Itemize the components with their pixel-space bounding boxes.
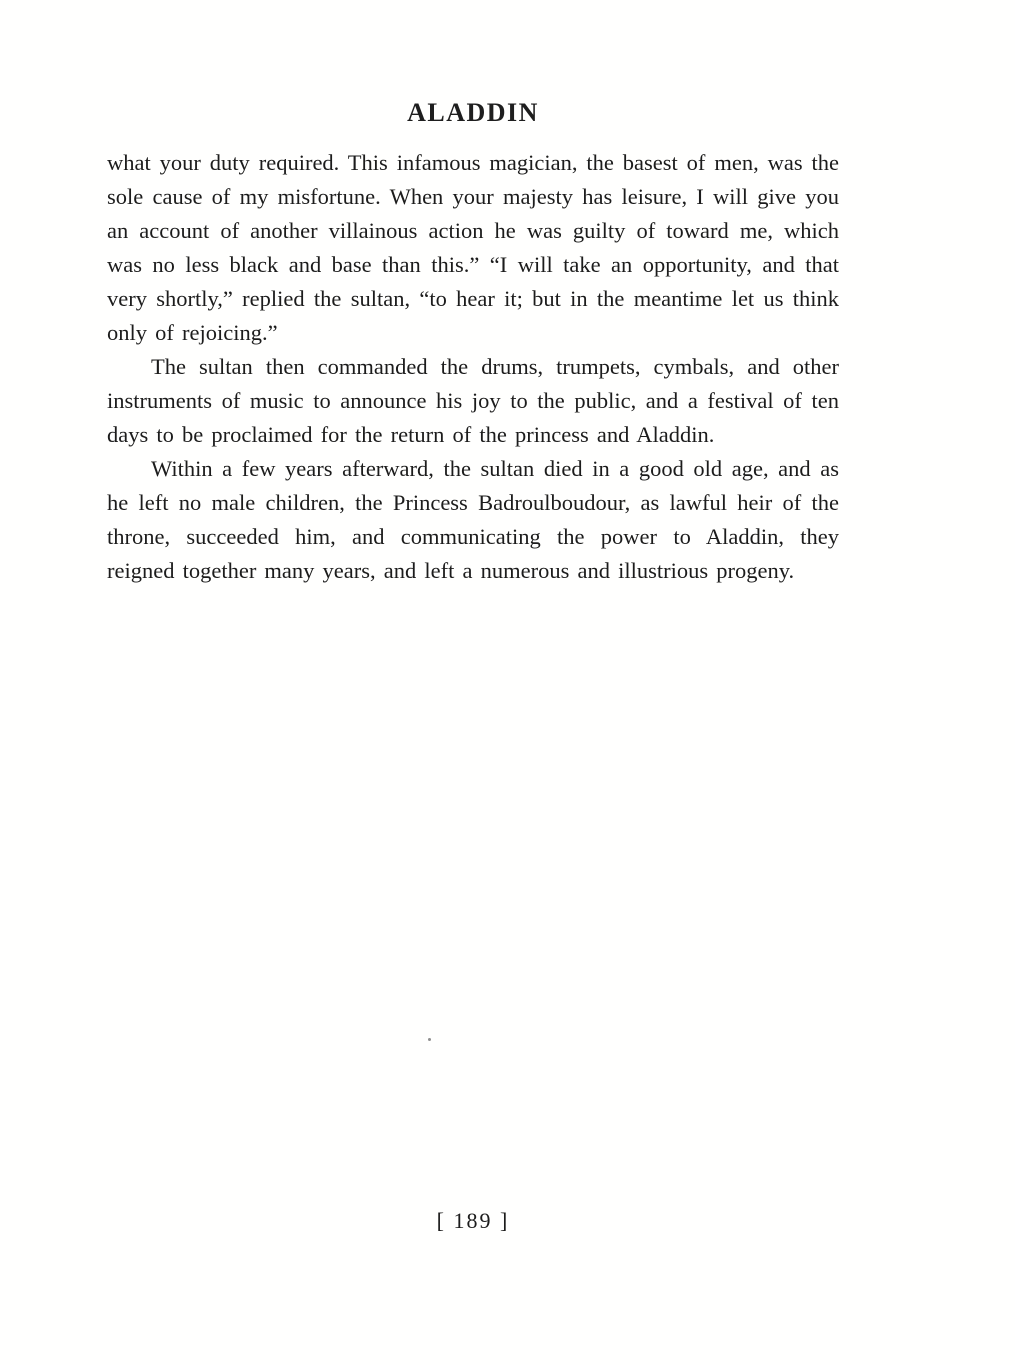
scan-speck-artifact	[428, 1038, 431, 1041]
page-number: [ 189 ]	[436, 1208, 510, 1233]
text-block	[107, 98, 839, 588]
paragraph: Within a few years afterward, the sultan died in a good old age, and as he left no male children, the Princess Badroulboudour, as lawful heir of the throne, succeeded him, and communicating the power to Aladdin, they reigned together many years, and left a numerous and illustrious progeny.	[107, 456, 839, 583]
paragraph: The sultan then commanded the drums, trumpets, cymbals, and other instruments of music to announce his joy to the public, and a festival of ten days to be proclaimed for the return of the princess and Aladdin.	[107, 354, 839, 447]
paragraph: what your duty required. This infamous magician, the basest of men, was the sole cause of my misfortune. When your majesty has leisure, I will give you an account of another villainous action he was guilty of toward me, which was no less black and base than this.” “I will take an opportunity, and that very shortly,” replied the sultan, “to hear it; but in the meantime let us think only of rejoicing.”	[107, 150, 839, 345]
running-head-title: ALADDIN	[407, 98, 539, 127]
